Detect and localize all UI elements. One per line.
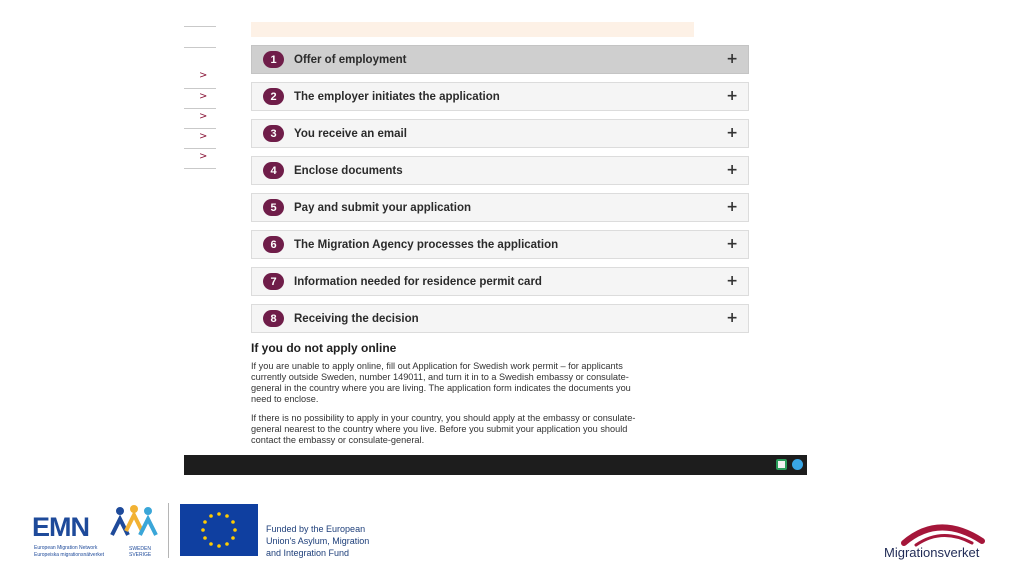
step-1-accordion[interactable] [251, 45, 749, 74]
step-6-accordion[interactable] [251, 230, 749, 259]
step-number-badge: 3 [263, 125, 284, 142]
expand-plus-icon[interactable]: + [726, 51, 738, 67]
step-2-accordion[interactable] [251, 82, 749, 111]
funding-statement [266, 523, 369, 559]
expand-plus-icon[interactable]: + [726, 125, 738, 141]
step-title: Offer of employment [294, 53, 407, 66]
step-number-badge: 8 [263, 310, 284, 327]
emn-figures-icon [110, 505, 158, 545]
emn-logo [32, 505, 162, 560]
eu-flag-icon [180, 504, 258, 556]
chevron-right-icon: > [199, 70, 208, 81]
step-number-badge: 6 [263, 236, 284, 253]
chevron-right-icon: > [199, 91, 208, 102]
footer-divider [168, 503, 169, 558]
system-tray [776, 459, 803, 470]
chevron-right-icon: > [199, 151, 208, 162]
chevron-right-icon: > [199, 111, 208, 122]
step-7-accordion[interactable] [251, 267, 749, 296]
expand-plus-icon[interactable]: + [726, 236, 738, 252]
chevron-right-icon: > [199, 131, 208, 142]
tray-app-icon[interactable] [776, 459, 787, 470]
step-4-accordion[interactable] [251, 156, 749, 185]
emn-subtitle-en: European Migration Network [34, 545, 98, 551]
eu-stars-icon [180, 504, 258, 556]
step-title: The Migration Agency processes the application [294, 238, 559, 251]
nav-item[interactable] [184, 88, 216, 108]
step-title: Information needed for residence permit card [294, 275, 542, 288]
left-nav [184, 26, 216, 169]
taskbar [184, 455, 807, 475]
step-5-accordion[interactable] [251, 193, 749, 222]
process-steps-accordion [251, 45, 749, 341]
step-number-badge: 4 [263, 162, 284, 179]
expand-plus-icon[interactable]: + [726, 162, 738, 178]
step-number-badge: 7 [263, 273, 284, 290]
offline-paragraph-1: If you are unable to apply online, fill out Application for Swedish work permit – for applicants currently outside Sweden, number 149011, and turn it in to a Swedish embassy or consulate-general in the country where you are living. The application form indicates the documents you need to enclose. [251, 361, 631, 404]
nav-item[interactable] [184, 148, 216, 168]
step-8-accordion[interactable] [251, 304, 749, 333]
step-number-badge: 2 [263, 88, 284, 105]
emn-logo-text: EMN [32, 512, 89, 542]
step-title: You receive an email [294, 127, 407, 140]
funding-line: and Integration Fund [266, 548, 350, 558]
step-title: Receiving the decision [294, 312, 419, 325]
funding-line: Union's Asylum, Migration [266, 536, 370, 546]
emn-country-label: SWEDEN SVERIGE [129, 546, 152, 558]
agency-arc-icon [882, 519, 997, 547]
expand-plus-icon[interactable]: + [726, 88, 738, 104]
step-3-accordion[interactable] [251, 119, 749, 148]
nav-item[interactable] [184, 128, 216, 148]
nav-item[interactable] [184, 68, 216, 88]
step-number-badge: 1 [263, 51, 284, 68]
nav-divider [184, 168, 216, 169]
migrationsverket-logo [882, 519, 997, 561]
expand-plus-icon[interactable]: + [726, 273, 738, 289]
step-title: Pay and submit your application [294, 201, 472, 214]
nav-item[interactable] [184, 108, 216, 128]
tray-network-icon[interactable] [792, 459, 803, 470]
step-title: The employer initiates the application [294, 90, 500, 103]
emn-subtitle-sv: Europeiska migrationsnätverket [34, 552, 105, 558]
agency-name: Migrationsverket [884, 545, 980, 560]
step-title: Enclose documents [294, 164, 403, 177]
funding-line: Funded by the European [266, 524, 366, 534]
expand-plus-icon[interactable]: + [726, 310, 738, 326]
offline-section [251, 341, 651, 454]
expand-plus-icon[interactable]: + [726, 199, 738, 215]
notice-box [251, 22, 694, 37]
offline-heading: If you do not apply online [251, 341, 397, 355]
offline-paragraph-2: If there is no possibility to apply in your country, you should apply at the embassy or consulate-general nearest to the country where you live. Before you submit your application you should contact the embassy or consulate-general. [251, 413, 636, 445]
step-number-badge: 5 [263, 199, 284, 216]
